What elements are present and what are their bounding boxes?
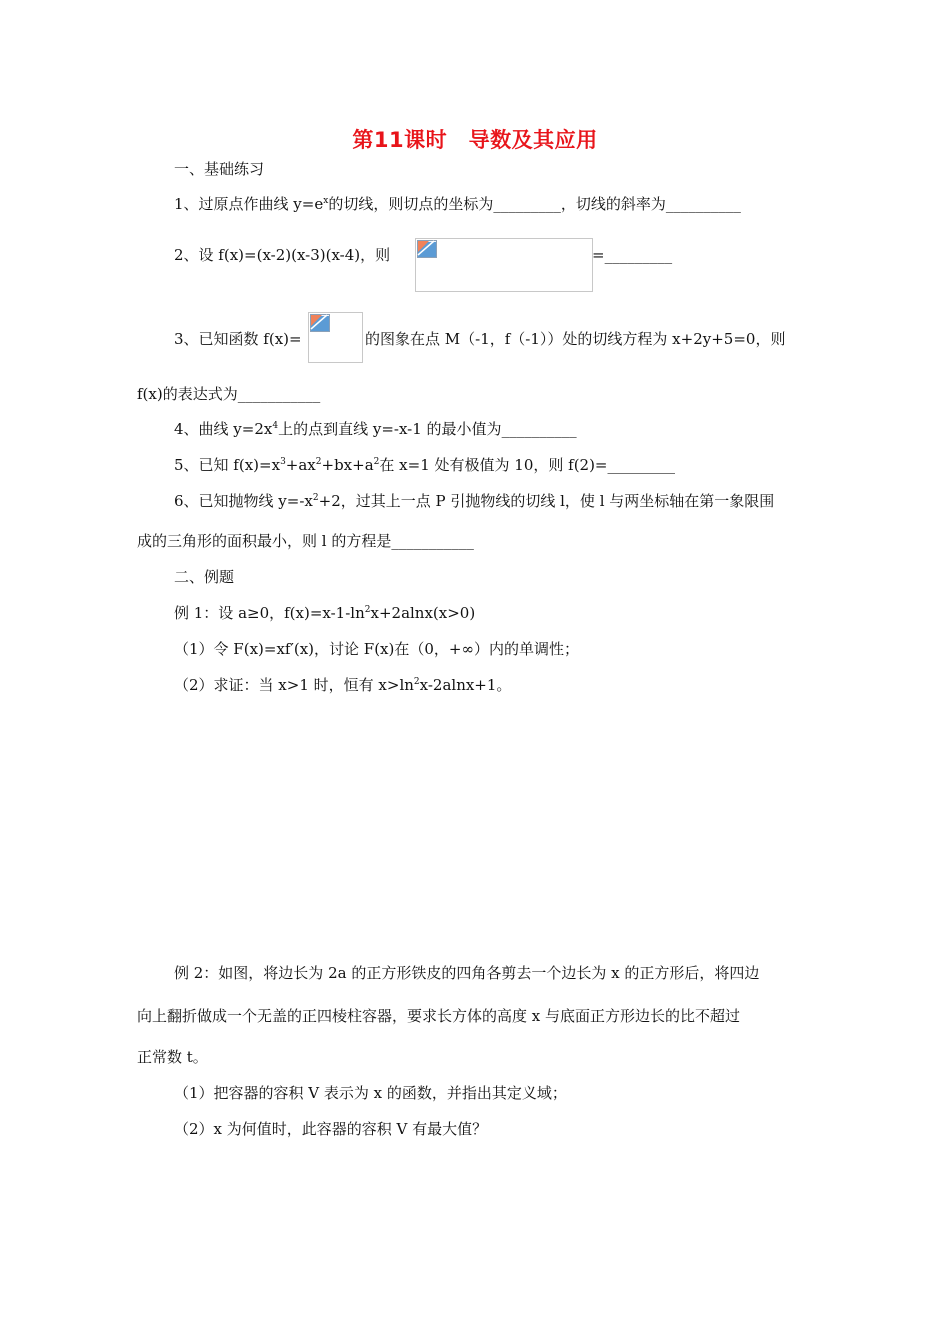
question-3-text-a: 3、已知函数 f(x)= — [174, 330, 302, 348]
q6-sup: 2 — [312, 493, 319, 503]
q3-blank: ___________ — [237, 385, 321, 403]
ex1-p2-text-b: x-2alnx+1。 — [419, 676, 512, 694]
question-4 — [174, 419, 577, 439]
broken-image-icon — [310, 314, 330, 332]
q4-text-a: 4、曲线 y=2x — [174, 420, 273, 438]
q1-text-c: ，切线的斜率为 — [560, 195, 666, 213]
section-basic-practice: 一、基础练习 — [174, 160, 265, 178]
q2-blank: _________ — [604, 246, 673, 264]
q1-blank-2: __________ — [665, 195, 741, 213]
q5-text-d: 在 x=1 处有极值为 10，则 f(2)= — [379, 456, 608, 474]
ex1-p2-text-a: （2）求证：当 x>1 时，恒有 x>ln — [174, 676, 414, 694]
section-examples: 二、例题 — [174, 568, 235, 586]
example-2-part-1: （1）把容器的容积 V 表示为 x 的函数，并指出其定义域； — [174, 1084, 567, 1102]
question-3-text-b: 的图象在点 M（-1，f（-1））处的切线方程为 x+2y+5=0，则 — [365, 330, 786, 348]
q5-text-b: +ax — [285, 456, 316, 474]
q1-text-b: 的切线，则切点的坐标为 — [328, 195, 494, 213]
q5-blank: _________ — [607, 456, 676, 474]
q6-blank: ___________ — [391, 532, 474, 550]
q5-sup-3: 2 — [373, 457, 380, 467]
q6-text-a: 6、已知抛物线 y=-x — [174, 492, 313, 510]
q5-text-c: +bx+a — [321, 456, 374, 474]
q1-blank-1: _________ — [493, 195, 561, 213]
q6-text-c: 成的三角形的面积最小，则 l 的方程是 — [137, 532, 392, 550]
q1-sup: x — [323, 196, 329, 206]
q5-sup-1: 3 — [280, 457, 286, 467]
example-1-part-1: （1）令 F(x)=xf′(x)，讨论 F(x)在（0，+∞）内的单调性； — [174, 640, 579, 658]
ex1-text-a: 例 1：设 a≥0，f(x)=x-1-ln — [174, 604, 365, 622]
question-6-line-1 — [174, 491, 774, 511]
question-6-line-2 — [137, 531, 474, 551]
q3-text-c: f(x)的表达式为 — [137, 385, 238, 403]
ex1-p2-sup: 2 — [413, 677, 420, 687]
question-1 — [174, 194, 741, 214]
example-1-statement — [174, 603, 475, 623]
example-2-part-2: （2）x 为何值时，此容器的容积 V 有最大值？ — [174, 1120, 488, 1138]
q5-sup-2: 2 — [315, 457, 322, 467]
q2-formula-image — [415, 238, 593, 292]
q5-text-a: 5、已知 f(x)=x — [174, 456, 281, 474]
example-2-line-3: 正常数 t。 — [137, 1048, 208, 1066]
question-3-text-c — [137, 384, 320, 404]
example-2-line-2: 向上翻折做成一个无盖的正四棱柱容器，要求长方体的高度 x 与底面正方形边长的比不超过 — [137, 1007, 740, 1025]
page-title: 第11课时 导数及其应用 — [352, 128, 598, 152]
q1-text-a: 1、过原点作曲线 y=e — [174, 195, 324, 213]
question-2-answer — [592, 245, 672, 265]
example-2-line-1: 例 2：如图，将边长为 2a 的正方形铁皮的四角各剪去一个边长为 x 的正方形后，将四边 — [174, 964, 760, 982]
q4-text-b: 上的点到直线 y=-x-1 的最小值为 — [278, 420, 502, 438]
example-1-part-2 — [174, 675, 511, 695]
q4-blank: __________ — [501, 420, 577, 438]
question-5 — [174, 455, 675, 475]
q4-sup: 4 — [272, 421, 279, 431]
broken-image-icon — [417, 240, 437, 258]
ex1-text-b: x+2alnx(x>0) — [370, 604, 476, 622]
question-2-text: 2、设 f(x)=(x-2)(x-3)(x-4)，则 — [174, 246, 391, 264]
ex1-sup: 2 — [364, 605, 371, 615]
q3-formula-image — [308, 312, 363, 363]
q6-text-b: +2，过其上一点 P 引抛物线的切线 l，使 l 与两坐标轴在第一象限围 — [318, 492, 775, 510]
q2-equals: = — [592, 246, 605, 264]
